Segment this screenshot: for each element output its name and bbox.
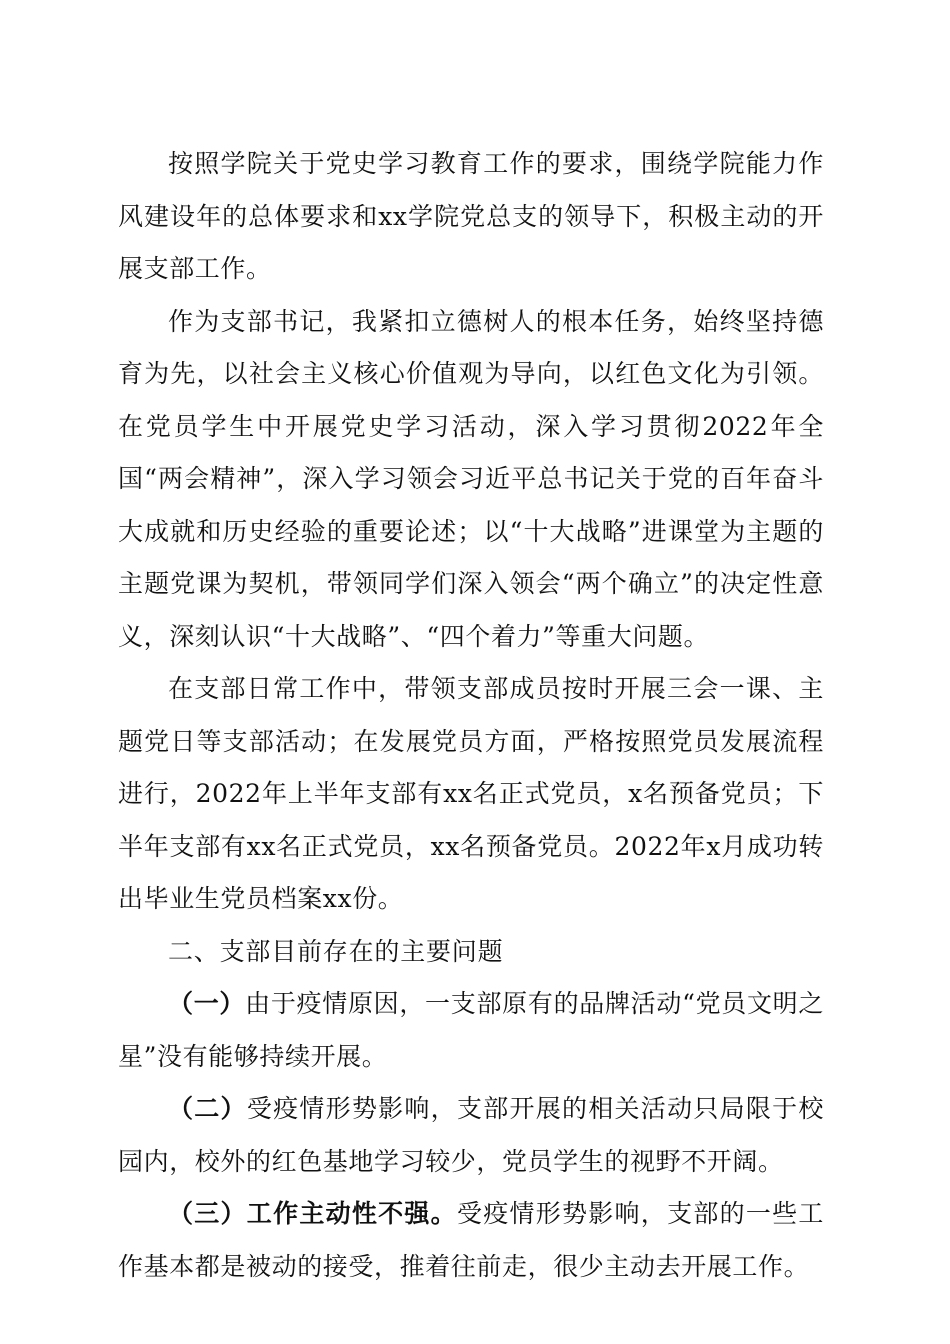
issue-item-3-lead: （三）工作主动性不强。 — [168, 1199, 457, 1228]
paragraph-daily-work: 在支部日常工作中，带领支部成员按时开展三会一课、主题党日等支部活动；在发展党员方面，严格按照党员发展流程进行，2022年上半年支部有xx名正式党员，x名预备党员；下半年支部有xx名正式党员，xx名预备党员。2022年x月成功转出毕业生党员档案xx份。 — [118, 674, 824, 913]
issue-item-2-text: 受疫情形势影响，支部开展的相关活动只局限于校园内，校外的红色基地学习较少，党员学生的视野不开阔。 — [118, 1094, 825, 1176]
paragraph-work-requirements: 按照学院关于党史学习教育工作的要求，围绕学院能力作风建设年的总体要求和xx学院党总支的领导下，积极主动的开展支部工作。 — [118, 149, 824, 283]
issue-item-2 — [118, 1083, 824, 1188]
issue-item-1-lead: （一） — [168, 989, 246, 1018]
paragraph-branch-secretary: 作为支部书记，我紧扣立德树人的根本任务，始终坚持德育为先，以社会主义核心价值观为导向，以红色文化为引领。在党员学生中开展党史学习活动，深入学习贯彻2022年全国“两会精神”，深入学习领会习近平总书记关于党的百年奋斗大成就和历史经验的重要论述；以“十大战略”进课堂为主题的主题党课为契机，带领同学们深入领会“两个确立”的决定性意义，深刻认识“十大战略”、“四个着力”等重大问题。 — [118, 306, 824, 651]
issue-item-3-text: 受疫情形势影响，支部的一些工作基本都是被动的接受，推着往前走，很少主动去开展工作。 — [118, 1199, 824, 1281]
document-body — [118, 138, 824, 1293]
issue-item-1-text: 由于疫情原因，一支部原有的品牌活动“党员文明之星”没有能够持续开展。 — [118, 989, 824, 1071]
issue-item-3 — [118, 1188, 824, 1293]
section-heading-main-problems: 二、支部目前存在的主要问题 — [168, 936, 504, 966]
issue-item-2-lead: （二） — [168, 1094, 247, 1123]
issue-item-1 — [118, 978, 824, 1083]
